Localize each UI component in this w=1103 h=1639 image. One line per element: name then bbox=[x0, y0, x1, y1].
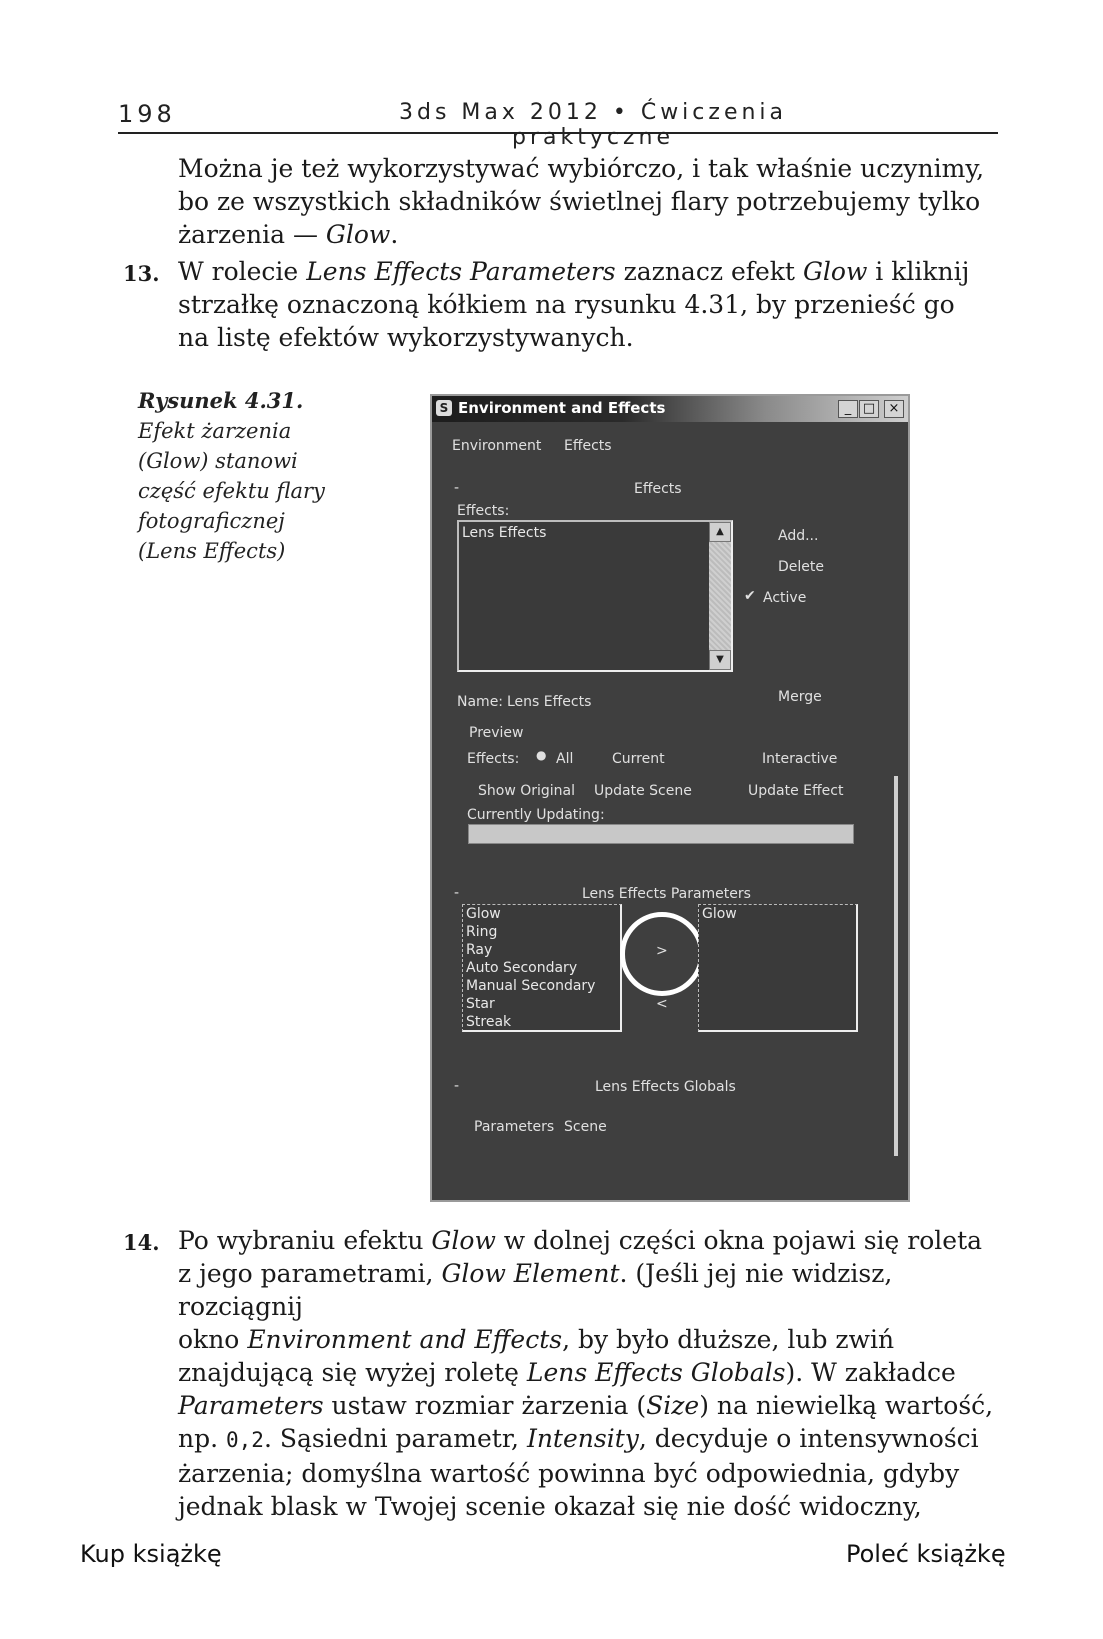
rollout-collapse-globals[interactable]: - bbox=[454, 1078, 460, 1094]
step-13 bbox=[123, 255, 998, 354]
text-line: znajdującą się wyżej roletę Lens Effects Globals). W zakładce bbox=[178, 1358, 956, 1387]
text-line: np. 0,2. Sąsiedni parametr, Intensity, decyduje o intensywności bbox=[178, 1424, 979, 1453]
text-line: żarzenia; domyślna wartość powinna być odpowiednia, gdyby bbox=[178, 1459, 960, 1488]
scrollbar[interactable] bbox=[709, 522, 731, 670]
environment-effects-window bbox=[430, 394, 910, 1202]
update-scene-button[interactable]: Update Scene bbox=[594, 783, 692, 799]
scroll-up-icon[interactable]: ▲ bbox=[709, 522, 731, 542]
list-item[interactable]: Auto Secondary bbox=[466, 960, 578, 976]
italic-term: Glow bbox=[802, 257, 868, 286]
minimize-button[interactable]: _ bbox=[838, 400, 858, 418]
text-line: Po wybraniu efektu Glow w dolnej części okna pojawi się roleta bbox=[178, 1226, 983, 1255]
text-run: zaznacz efekt bbox=[615, 257, 803, 286]
italic-term: Environment and Effects bbox=[247, 1325, 563, 1354]
text-line: z jego parametrami, Glow Element. (Jeśli jej nie widzisz, rozciągnij bbox=[178, 1259, 893, 1321]
tab-scene[interactable]: Scene bbox=[564, 1119, 607, 1135]
running-title: 3ds Max 2012 • Ćwiczenia praktyczne bbox=[398, 100, 788, 150]
text-line bbox=[178, 255, 998, 288]
rollout-collapse-effects[interactable]: - bbox=[454, 480, 460, 496]
rollout-collapse-lens-params[interactable]: - bbox=[454, 885, 460, 901]
preview-label: Preview bbox=[469, 725, 524, 741]
checkmark-icon[interactable]: ✔ bbox=[744, 588, 756, 604]
rollout-title-lens-params[interactable]: Lens Effects Parameters bbox=[582, 886, 751, 902]
list-item[interactable]: Ring bbox=[466, 924, 498, 940]
text-line: na listę efektów wykorzystywanych. bbox=[178, 323, 634, 352]
delete-button[interactable]: Delete bbox=[778, 559, 824, 575]
radio-selected-icon[interactable]: ● bbox=[536, 748, 547, 762]
italic-term: Glow bbox=[431, 1226, 496, 1255]
buy-book-link[interactable]: Kup książkę bbox=[80, 1540, 222, 1568]
panel-scrollbar[interactable] bbox=[894, 776, 898, 1156]
show-original-button[interactable]: Show Original bbox=[478, 783, 576, 799]
step-number: 13. bbox=[123, 261, 160, 286]
progress-bar bbox=[468, 824, 854, 844]
page-number: 198 bbox=[118, 100, 176, 128]
caption-line: fotograficznej bbox=[138, 509, 285, 533]
text-line: jednak blask w Twojej scenie okazał się nie dość widoczny, bbox=[178, 1492, 922, 1521]
list-item[interactable]: Glow bbox=[466, 906, 501, 922]
preview-effects-label: Effects: bbox=[467, 751, 520, 767]
text-run: . bbox=[390, 220, 399, 249]
tab-parameters[interactable]: Parameters bbox=[474, 1119, 555, 1135]
rollout-title-globals[interactable]: Lens Effects Globals bbox=[595, 1079, 736, 1095]
step-number: 14. bbox=[123, 1230, 160, 1255]
scroll-down-icon[interactable]: ▼ bbox=[709, 650, 731, 670]
italic-term: Lens Effects Parameters bbox=[306, 257, 616, 286]
name-label: Name: bbox=[457, 694, 504, 710]
interactive-checkbox[interactable]: Interactive bbox=[762, 751, 838, 767]
list-item[interactable]: Glow bbox=[702, 906, 737, 922]
selected-effects-list[interactable] bbox=[698, 904, 858, 1032]
italic-term: Size bbox=[646, 1391, 700, 1420]
step-14 bbox=[123, 1224, 998, 1523]
radio-all[interactable]: All bbox=[556, 751, 574, 767]
merge-button[interactable]: Merge bbox=[778, 689, 822, 705]
close-button[interactable]: × bbox=[884, 400, 904, 418]
tab-effects[interactable]: Effects bbox=[564, 438, 612, 454]
text-run: i kliknij bbox=[867, 257, 970, 286]
paragraph-intro bbox=[178, 152, 998, 251]
add-button[interactable]: Add... bbox=[778, 528, 819, 544]
rollout-title-effects[interactable]: Effects bbox=[634, 481, 682, 497]
active-checkbox-label[interactable]: Active bbox=[763, 590, 807, 606]
update-effect-button[interactable]: Update Effect bbox=[748, 783, 844, 799]
text-run: żarzenia — bbox=[178, 220, 326, 249]
list-item[interactable]: Lens Effects bbox=[462, 525, 547, 541]
italic-term: Glow bbox=[325, 220, 391, 249]
page-header bbox=[118, 100, 998, 150]
text-line: Można je też wykorzystywać wybiórczo, i tak właśnie uczynimy, bbox=[178, 154, 985, 183]
caption-line: Efekt żarzenia bbox=[138, 419, 292, 443]
effects-list[interactable] bbox=[457, 520, 733, 672]
text-line bbox=[178, 218, 998, 251]
move-right-button[interactable]: > bbox=[656, 943, 668, 959]
app-icon[interactable]: S bbox=[436, 400, 452, 416]
text-line: bo ze wszystkich składników świetlnej flary potrzebujemy tylko bbox=[178, 187, 981, 216]
caption-line: część efektu flary bbox=[138, 479, 325, 503]
code-value: 0,2 bbox=[226, 1428, 264, 1452]
text-run: W rolecie bbox=[178, 257, 307, 286]
italic-term: Glow Element bbox=[441, 1259, 620, 1288]
effects-list-label: Effects: bbox=[457, 503, 510, 519]
caption-label: Rysunek 4.31. bbox=[138, 388, 304, 413]
currently-updating-label: Currently Updating: bbox=[467, 807, 605, 823]
caption-line: (Glow) stanowi bbox=[138, 449, 298, 473]
text-line: okno Environment and Effects, by było dłuższe, lub zwiń bbox=[178, 1325, 895, 1354]
title-bar[interactable] bbox=[432, 396, 908, 422]
recommend-book-link[interactable]: Poleć książkę bbox=[846, 1540, 1006, 1568]
list-item[interactable]: Star bbox=[466, 996, 495, 1012]
name-field[interactable]: Lens Effects bbox=[507, 694, 592, 710]
caption-line: (Lens Effects) bbox=[138, 539, 286, 563]
list-item[interactable]: Ray bbox=[466, 942, 493, 958]
list-item[interactable]: Manual Secondary bbox=[466, 978, 596, 994]
italic-term: Parameters bbox=[178, 1391, 324, 1420]
italic-term: Lens Effects Globals bbox=[526, 1358, 786, 1387]
move-left-button[interactable]: < bbox=[656, 996, 668, 1012]
tab-environment[interactable]: Environment bbox=[452, 438, 542, 454]
maximize-button[interactable]: □ bbox=[859, 400, 879, 418]
text-line: strzałkę oznaczoną kółkiem na rysunku 4.31, by przenieść go bbox=[178, 290, 955, 319]
italic-term: Intensity bbox=[526, 1424, 639, 1453]
available-effects-list[interactable] bbox=[462, 904, 622, 1032]
radio-current[interactable]: Current bbox=[612, 751, 665, 767]
list-item[interactable]: Streak bbox=[466, 1014, 512, 1030]
figure-caption bbox=[138, 386, 373, 566]
text-line: Parameters ustaw rozmiar żarzenia (Size) na niewielką wartość, bbox=[178, 1391, 994, 1420]
window-title: Environment and Effects bbox=[458, 399, 666, 417]
